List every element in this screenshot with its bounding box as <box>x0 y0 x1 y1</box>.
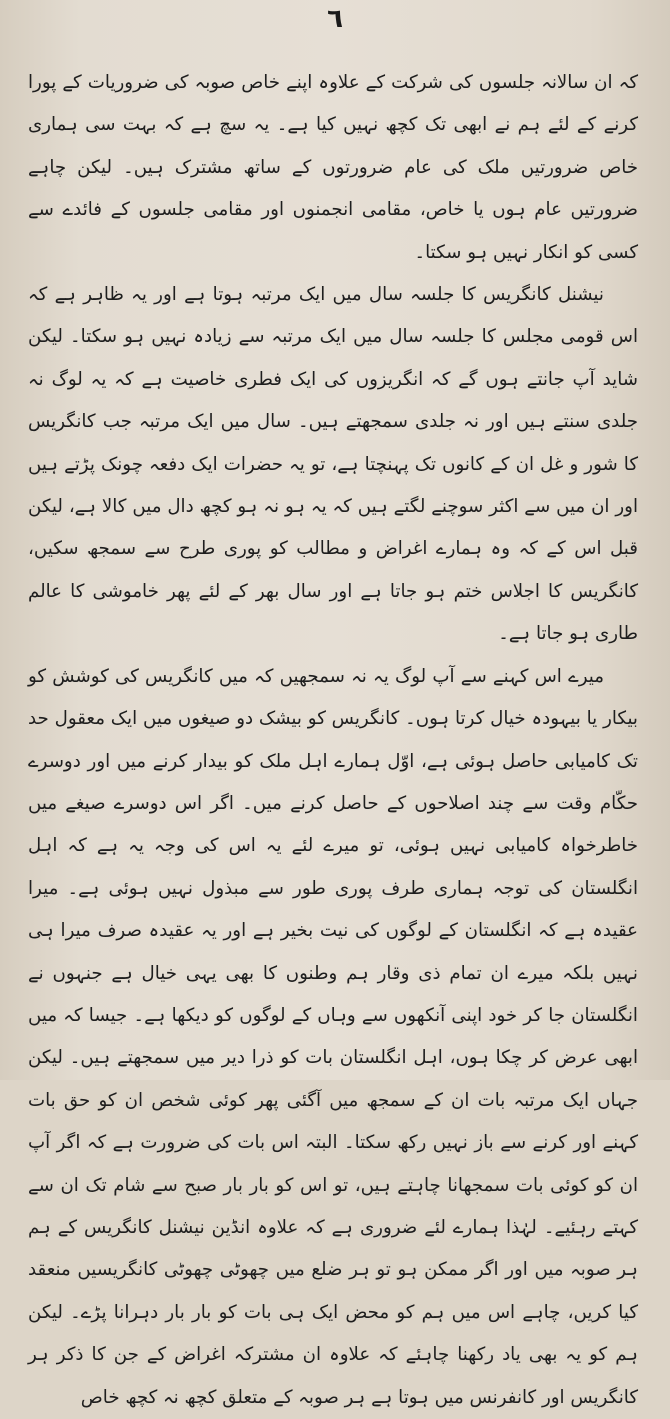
paragraph-3: میرے اس کہنے سے آپ لوگ یہ نہ سمجھیں کہ میں کانگریس کی کوشش کو بیکار یا بیہودہ خیال کرتا ہوں۔ کانگریس کو بیشک دو صیغوں میں ایک معقول حد تک کامیابی حاصل ہوئی ہے، اوّل ہمارے اہل ملک کو بیدار کرنے میں اور دوسرے حکّام وقت سے چند اصلاحوں کے حاصل کرنے میں۔ اگر اس دوسرے صیغے میں خاطرخواہ کامیابی نہیں ہوئی، تو میرے لئے یہ اس کی وجہ یہ ہے کہ اہل انگلستان کی توجہ ہماری طرف پوری طور سے مبذول نہیں ہوئی ہے۔ میرا عقیدہ ہے کہ انگلستان کے لوگوں کی نیت بخیر ہے اور یہ عقیدہ صرف میرا ہی نہیں بلکہ میرے ان تمام ذی وقار ہم وطنوں کا بھی یہی خیال ہے جنہوں نے انگلستان جا کر خود اپنی آنکھوں سے وہاں کے لوگوں کو دیکھا ہے۔ جیسا کہ میں ابھی عرض کر چکا ہوں، اہل انگلستان بات کو ذرا دیر میں سمجھتے ہیں۔ لیکن جہاں ایک مرتبہ بات ان کے سمجھ میں آگئی پھر کوئی شخص ان کو حق بات کہنے اور کرنے سے باز نہیں رکھ سکتا۔ البتہ اس بات کی ضرورت ہے کہ اگر آپ ان کو کوئی بات سمجھانا چاہتے ہیں، تو اس کو بار بار صبح سے شام تک ان سے کہتے رہئیے۔ لہٰذا ہمارے لئے ضروری ہے کہ علاوہ انڈین نیشنل کانگریس کے ہم ہر صوبہ میں اور اگر ممکن ہو تو ہر ضلع میں چھوٹی چھوٹی کانگریسیں منعقد کیا کریں، چاہے اس میں ہم کو محض ایک ہی بات کو بار بار دہرانا پڑے۔ لیکن ہم کو یہ بھی یاد رکھنا چاہئے کہ علاوہ ان مشترکہ اغراض کے جن کا ذکر ہر کانگریس اور کانفرنس میں ہوتا ہے ہر صوبہ کے متعلق کچھ نہ کچھ خاص <box>28 665 638 1408</box>
body-text <box>28 62 638 1419</box>
page-number: ٦ <box>327 4 343 34</box>
paragraph-2: نیشنل کانگریس کا جلسہ سال میں ایک مرتبہ ہوتا ہے اور یہ ظاہر ہے کہ اس قومی مجلس کا جلسہ سال میں ایک مرتبہ سے زیادہ نہیں ہو سکتا۔ لیکن شاید آپ جانتے ہوں گے کہ انگریزوں کی ایک فطری خاصیت ہے کہ یہ لوگ نہ جلدی سنتے ہیں اور نہ جلدی سمجھتے ہیں۔ سال میں ایک مرتبہ جب کانگریس کا شور و غل ان کے کانوں تک پہنچتا ہے، تو یہ حضرات ایک دفعہ چونک پڑتے ہیں اور ان میں سے اکثر سوچنے لگتے ہیں کہ یہ ہو نہ ہو کچھ دال میں کالا ہے، لیکن قبل اس کے کہ وہ ہمارے اغراض و مطالب کو پوری طرح سے سمجھ سکیں، کانگریس کا اجلاس ختم ہو جاتا ہے اور سال بھر کے لئے پھر خاموشی کا عالم طاری ہو جاتا ہے۔ <box>28 284 638 645</box>
paragraph-1: کہ ان سالانہ جلسوں کی شرکت کے علاوہ اپنے خاص صوبہ کی ضروریات کے پورا کرنے کے لئے ہم نے ابھی تک کچھ نہیں کیا ہے۔ یہ سچ ہے کہ بہت سی ہماری خاص ضرورتیں ملک کی عام ضرورتوں کے ساتھ مشترک ہیں۔ لیکن چاہے ضرورتیں عام ہوں یا خاص، مقامی انجمنوں اور مقامی جلسوں کے فائدے سے کسی کو انکار نہیں ہو سکتا۔ <box>28 72 638 263</box>
